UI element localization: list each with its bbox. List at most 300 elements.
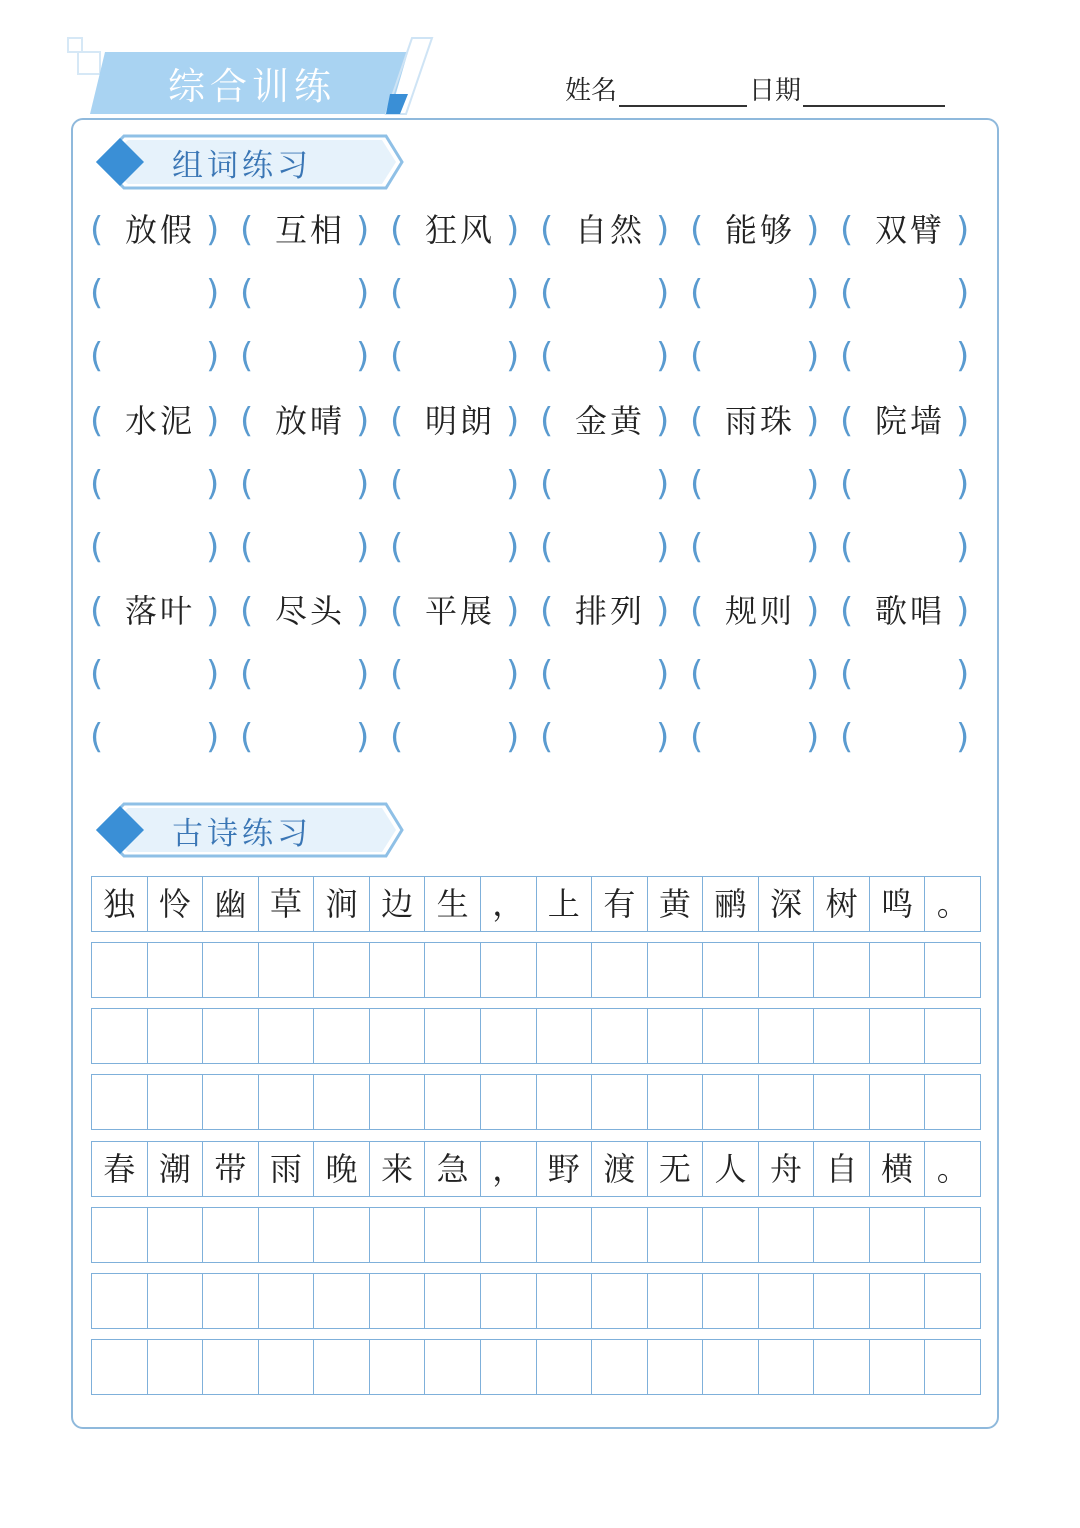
right-paren: ) (806, 401, 820, 441)
answer-blank[interactable] (90, 268, 240, 318)
right-paren: ) (206, 210, 220, 250)
answer-row (90, 268, 990, 318)
word-cell (240, 396, 390, 446)
copy-cell[interactable] (759, 1340, 815, 1394)
copy-cell[interactable] (814, 1009, 870, 1063)
left-paren: ( (240, 717, 254, 757)
answer-blank[interactable] (690, 331, 840, 381)
answer-blank[interactable] (540, 459, 690, 509)
left-paren: ( (540, 210, 554, 250)
word-text: 互相 (274, 211, 345, 249)
right-paren: ) (656, 273, 670, 313)
copy-cell[interactable] (370, 1009, 426, 1063)
poem-char-cell: 幽 (203, 877, 259, 931)
copy-cell[interactable] (870, 1075, 926, 1129)
answer-blank[interactable] (390, 649, 540, 699)
copy-cell[interactable] (592, 1340, 648, 1394)
date-blank[interactable] (803, 75, 945, 107)
copy-row (91, 1207, 981, 1263)
copy-cell[interactable] (481, 1208, 537, 1262)
right-paren: ) (506, 591, 520, 631)
copy-cell[interactable] (537, 1208, 593, 1262)
copy-cell[interactable] (203, 1208, 259, 1262)
word-text: 雨珠 (724, 402, 795, 440)
word-text: 能够 (724, 211, 795, 249)
word-cell (240, 205, 390, 255)
answer-blank[interactable] (240, 522, 390, 572)
left-paren: ( (840, 654, 854, 694)
copy-cell[interactable] (814, 1340, 870, 1394)
left-paren: ( (90, 654, 104, 694)
poem-char-cell: 来 (370, 1142, 426, 1196)
right-paren: ) (356, 717, 370, 757)
left-paren: ( (840, 401, 854, 441)
copy-cell[interactable] (537, 1009, 593, 1063)
word-text: 歌唱 (874, 592, 945, 630)
left-paren: ( (90, 464, 104, 504)
answer-blank[interactable] (690, 459, 840, 509)
right-paren: ) (656, 210, 670, 250)
word-cell (540, 586, 690, 636)
answer-blank[interactable] (90, 649, 240, 699)
copy-cell[interactable] (425, 1208, 481, 1262)
word-text: 狂风 (424, 211, 495, 249)
left-paren: ( (390, 717, 404, 757)
left-paren: ( (90, 210, 104, 250)
word-row (90, 396, 990, 446)
right-paren: ) (206, 591, 220, 631)
left-paren: ( (240, 527, 254, 567)
word-cell (90, 586, 240, 636)
copy-cell[interactable] (814, 1208, 870, 1262)
right-paren: ) (806, 464, 820, 504)
copy-cell[interactable] (592, 943, 648, 997)
left-paren: ( (540, 401, 554, 441)
copy-cell[interactable] (314, 943, 370, 997)
left-paren: ( (90, 717, 104, 757)
word-row (90, 205, 990, 255)
left-paren: ( (690, 717, 704, 757)
left-paren: ( (840, 336, 854, 376)
word-cell (390, 205, 540, 255)
copy-cell[interactable] (870, 1208, 926, 1262)
copy-cell[interactable] (314, 1340, 370, 1394)
copy-cell[interactable] (370, 1208, 426, 1262)
word-text: 双臂 (874, 211, 945, 249)
word-cell (90, 396, 240, 446)
copy-cell[interactable] (203, 1340, 259, 1394)
copy-cell[interactable] (648, 1274, 704, 1328)
copy-row (91, 1339, 981, 1395)
poem-char-cell: 有 (592, 877, 648, 931)
left-paren: ( (240, 336, 254, 376)
word-text: 落叶 (124, 592, 195, 630)
left-paren: ( (90, 336, 104, 376)
word-text: 规则 (724, 592, 795, 630)
name-blank[interactable] (619, 75, 747, 107)
copy-cell[interactable] (481, 1340, 537, 1394)
word-cell (390, 586, 540, 636)
word-cell (690, 205, 840, 255)
right-paren: ) (206, 654, 220, 694)
left-paren: ( (690, 273, 704, 313)
copy-cell[interactable] (148, 1009, 204, 1063)
copy-cell[interactable] (537, 1075, 593, 1129)
copy-cell[interactable] (203, 1274, 259, 1328)
copy-cell[interactable] (259, 1075, 315, 1129)
right-paren: ) (656, 527, 670, 567)
answer-blank[interactable] (540, 712, 690, 762)
copy-cell[interactable] (537, 943, 593, 997)
poem-char-cell: 鹂 (703, 877, 759, 931)
right-paren: ) (806, 527, 820, 567)
copy-cell[interactable] (370, 1075, 426, 1129)
left-paren: ( (540, 527, 554, 567)
right-paren: ) (956, 527, 970, 567)
poem-char-cell: 带 (203, 1142, 259, 1196)
left-paren: ( (90, 527, 104, 567)
copy-cell[interactable] (370, 1340, 426, 1394)
copy-cell[interactable] (592, 1075, 648, 1129)
poem-char-cell: 渡 (592, 1142, 648, 1196)
word-text: 明朗 (424, 402, 495, 440)
poem-char-cell: 舟 (759, 1142, 815, 1196)
copy-cell[interactable] (92, 1208, 148, 1262)
left-paren: ( (690, 401, 704, 441)
poem-char-cell: 黄 (648, 877, 704, 931)
right-paren: ) (206, 527, 220, 567)
word-cell (390, 396, 540, 446)
right-paren: ) (656, 591, 670, 631)
right-paren: ) (956, 591, 970, 631)
copy-cell[interactable] (370, 943, 426, 997)
copy-cell[interactable] (92, 943, 148, 997)
answer-blank[interactable] (540, 649, 690, 699)
copy-cell[interactable] (925, 1274, 980, 1328)
left-paren: ( (840, 210, 854, 250)
poem-char-cell: 急 (425, 1142, 481, 1196)
copy-cell[interactable] (425, 1009, 481, 1063)
section-title-words: 组词练习 (172, 148, 312, 184)
word-cell (840, 396, 990, 446)
copy-cell[interactable] (703, 1075, 759, 1129)
right-paren: ) (956, 336, 970, 376)
copy-cell[interactable] (148, 1075, 204, 1129)
right-paren: ) (956, 654, 970, 694)
page-title: 综合训练 (168, 65, 336, 108)
poem-char-cell: 晚 (314, 1142, 370, 1196)
word-cell (540, 205, 690, 255)
answer-row (90, 649, 990, 699)
word-cell (540, 396, 690, 446)
copy-cell[interactable] (314, 1009, 370, 1063)
answer-blank[interactable] (840, 712, 990, 762)
copy-cell[interactable] (259, 1274, 315, 1328)
answer-blank[interactable] (690, 268, 840, 318)
answer-blank[interactable] (540, 522, 690, 572)
poem-char-cell: 生 (425, 877, 481, 931)
left-paren: ( (240, 401, 254, 441)
copy-cell[interactable] (703, 1274, 759, 1328)
right-paren: ) (356, 527, 370, 567)
word-cell (690, 586, 840, 636)
word-row (90, 586, 990, 636)
copy-cell[interactable] (925, 1075, 980, 1129)
word-text: 院墙 (874, 402, 945, 440)
answer-blank[interactable] (390, 522, 540, 572)
right-paren: ) (506, 401, 520, 441)
section-header-poem (90, 800, 406, 860)
left-paren: ( (690, 591, 704, 631)
right-paren: ) (956, 210, 970, 250)
copy-cell[interactable] (425, 1340, 481, 1394)
answer-blank[interactable] (90, 522, 240, 572)
word-cell (690, 396, 840, 446)
right-paren: ) (356, 273, 370, 313)
copy-cell[interactable] (148, 1208, 204, 1262)
left-paren: ( (390, 273, 404, 313)
copy-cell[interactable] (481, 1075, 537, 1129)
copy-cell[interactable] (870, 943, 926, 997)
right-paren: ) (356, 336, 370, 376)
copy-cell[interactable] (814, 1274, 870, 1328)
left-paren: ( (390, 654, 404, 694)
copy-cell[interactable] (759, 1009, 815, 1063)
right-paren: ) (356, 210, 370, 250)
right-paren: ) (206, 273, 220, 313)
answer-blank[interactable] (90, 712, 240, 762)
copy-cell[interactable] (870, 1340, 926, 1394)
copy-cell[interactable] (759, 943, 815, 997)
word-text: 金黄 (574, 402, 645, 440)
copy-cell[interactable] (481, 943, 537, 997)
left-paren: ( (90, 273, 104, 313)
right-paren: ) (656, 336, 670, 376)
word-text: 排列 (574, 592, 645, 630)
right-paren: ) (806, 336, 820, 376)
answer-blank[interactable] (90, 459, 240, 509)
copy-cell[interactable] (703, 1009, 759, 1063)
left-paren: ( (540, 591, 554, 631)
answer-row (90, 522, 990, 572)
answer-blank[interactable] (840, 649, 990, 699)
left-paren: ( (690, 336, 704, 376)
left-paren: ( (390, 336, 404, 376)
right-paren: ) (506, 654, 520, 694)
copy-cell[interactable] (925, 1208, 980, 1262)
copy-cell[interactable] (259, 943, 315, 997)
answer-blank[interactable] (240, 649, 390, 699)
answer-blank[interactable] (840, 268, 990, 318)
right-paren: ) (656, 464, 670, 504)
copy-cell[interactable] (592, 1208, 648, 1262)
copy-cell[interactable] (259, 1208, 315, 1262)
copy-cell[interactable] (925, 1009, 980, 1063)
copy-cell[interactable] (592, 1009, 648, 1063)
poem-char-cell: 。 (936, 1150, 969, 1188)
copy-cell[interactable] (703, 1340, 759, 1394)
copy-cell[interactable] (92, 1009, 148, 1063)
answer-blank[interactable] (240, 331, 390, 381)
left-paren: ( (540, 336, 554, 376)
left-paren: ( (390, 591, 404, 631)
answer-blank[interactable] (90, 331, 240, 381)
copy-cell[interactable] (870, 1009, 926, 1063)
word-text: 水泥 (124, 402, 195, 440)
copy-cell[interactable] (925, 943, 980, 997)
copy-cell[interactable] (648, 1340, 704, 1394)
copy-cell[interactable] (370, 1274, 426, 1328)
copy-cell[interactable] (259, 1009, 315, 1063)
copy-cell[interactable] (648, 1009, 704, 1063)
poem-char-cell: 草 (259, 877, 315, 931)
right-paren: ) (506, 464, 520, 504)
copy-cell[interactable] (203, 943, 259, 997)
right-paren: ) (506, 527, 520, 567)
right-paren: ) (506, 336, 520, 376)
copy-cell[interactable] (648, 943, 704, 997)
poem-char-cell: 上 (537, 877, 593, 931)
copy-cell[interactable] (92, 1274, 148, 1328)
answer-blank[interactable] (240, 459, 390, 509)
copy-cell[interactable] (425, 943, 481, 997)
right-paren: ) (506, 210, 520, 250)
word-text: 自然 (574, 211, 645, 249)
answer-blank[interactable] (390, 459, 540, 509)
name-label: 姓名 (565, 76, 618, 106)
answer-blank[interactable] (540, 268, 690, 318)
right-paren: ) (506, 273, 520, 313)
answer-blank[interactable] (240, 268, 390, 318)
copy-cell[interactable] (925, 1340, 980, 1394)
copy-cell[interactable] (537, 1340, 593, 1394)
left-paren: ( (690, 654, 704, 694)
poem-char-cell: 潮 (148, 1142, 204, 1196)
left-paren: ( (690, 210, 704, 250)
copy-cell[interactable] (814, 1075, 870, 1129)
section-header-words (90, 132, 406, 192)
copy-cell[interactable] (759, 1075, 815, 1129)
copy-cell[interactable] (481, 1274, 537, 1328)
answer-blank[interactable] (390, 712, 540, 762)
word-cell (840, 205, 990, 255)
copy-cell[interactable] (703, 1208, 759, 1262)
left-paren: ( (840, 464, 854, 504)
left-paren: ( (840, 527, 854, 567)
copy-cell[interactable] (92, 1340, 148, 1394)
copy-cell[interactable] (703, 943, 759, 997)
copy-cell[interactable] (148, 1274, 204, 1328)
left-paren: ( (390, 527, 404, 567)
answer-blank[interactable] (390, 268, 540, 318)
copy-cell[interactable] (92, 1075, 148, 1129)
copy-cell[interactable] (314, 1208, 370, 1262)
copy-cell[interactable] (481, 1009, 537, 1063)
right-paren: ) (806, 591, 820, 631)
answer-row (90, 459, 990, 509)
left-paren: ( (690, 527, 704, 567)
copy-cell[interactable] (759, 1274, 815, 1328)
poem-char-cell: 雨 (259, 1142, 315, 1196)
copy-cell[interactable] (870, 1274, 926, 1328)
left-paren: ( (390, 401, 404, 441)
copy-cell[interactable] (425, 1274, 481, 1328)
left-paren: ( (390, 210, 404, 250)
answer-blank[interactable] (690, 522, 840, 572)
copy-cell[interactable] (203, 1009, 259, 1063)
right-paren: ) (206, 464, 220, 504)
answer-blank[interactable] (390, 331, 540, 381)
right-paren: ) (656, 717, 670, 757)
poem-char-cell: 树 (814, 877, 870, 931)
word-text: 放假 (124, 211, 195, 249)
copy-cell[interactable] (148, 943, 204, 997)
copy-cell[interactable] (203, 1075, 259, 1129)
poem-char-cell: 野 (537, 1142, 593, 1196)
copy-cell[interactable] (425, 1075, 481, 1129)
copy-cell[interactable] (148, 1340, 204, 1394)
word-cell (90, 205, 240, 255)
right-paren: ) (956, 717, 970, 757)
word-text: 尽头 (274, 592, 345, 630)
answer-row (90, 712, 990, 762)
right-paren: ) (806, 273, 820, 313)
right-paren: ) (656, 654, 670, 694)
left-paren: ( (690, 464, 704, 504)
name-date-fields (565, 70, 945, 107)
poem-char-cell: 独 (92, 877, 148, 931)
answer-blank[interactable] (840, 522, 990, 572)
answer-blank[interactable] (690, 649, 840, 699)
right-paren: ) (806, 654, 820, 694)
copy-cell[interactable] (759, 1208, 815, 1262)
copy-cell[interactable] (814, 943, 870, 997)
answer-blank[interactable] (690, 712, 840, 762)
poem-char-cell: 边 (370, 877, 426, 931)
poem-char-cell: 横 (870, 1142, 926, 1196)
copy-cell[interactable] (592, 1274, 648, 1328)
copy-cell[interactable] (259, 1340, 315, 1394)
poem-char-cell: 人 (703, 1142, 759, 1196)
poem-char-cell: 怜 (148, 877, 204, 931)
poem-char-cell: 深 (759, 877, 815, 931)
left-paren: ( (90, 591, 104, 631)
word-cell (840, 586, 990, 636)
left-paren: ( (90, 401, 104, 441)
answer-blank[interactable] (540, 331, 690, 381)
right-paren: ) (356, 464, 370, 504)
word-text: 放晴 (274, 402, 345, 440)
left-paren: ( (840, 717, 854, 757)
answer-blank[interactable] (840, 331, 990, 381)
copy-cell[interactable] (648, 1208, 704, 1262)
left-paren: ( (540, 273, 554, 313)
answer-blank[interactable] (240, 712, 390, 762)
answer-blank[interactable] (840, 459, 990, 509)
copy-cell[interactable] (537, 1274, 593, 1328)
copy-cell[interactable] (648, 1075, 704, 1129)
left-paren: ( (540, 464, 554, 504)
poem-char-cell: ， (481, 877, 537, 931)
poem-char-cell: 春 (92, 1142, 148, 1196)
poem-line-row (91, 1141, 981, 1197)
copy-cell[interactable] (314, 1274, 370, 1328)
right-paren: ) (956, 464, 970, 504)
left-paren: ( (540, 654, 554, 694)
copy-cell[interactable] (314, 1075, 370, 1129)
right-paren: ) (356, 401, 370, 441)
poem-char-cell: 无 (648, 1142, 704, 1196)
